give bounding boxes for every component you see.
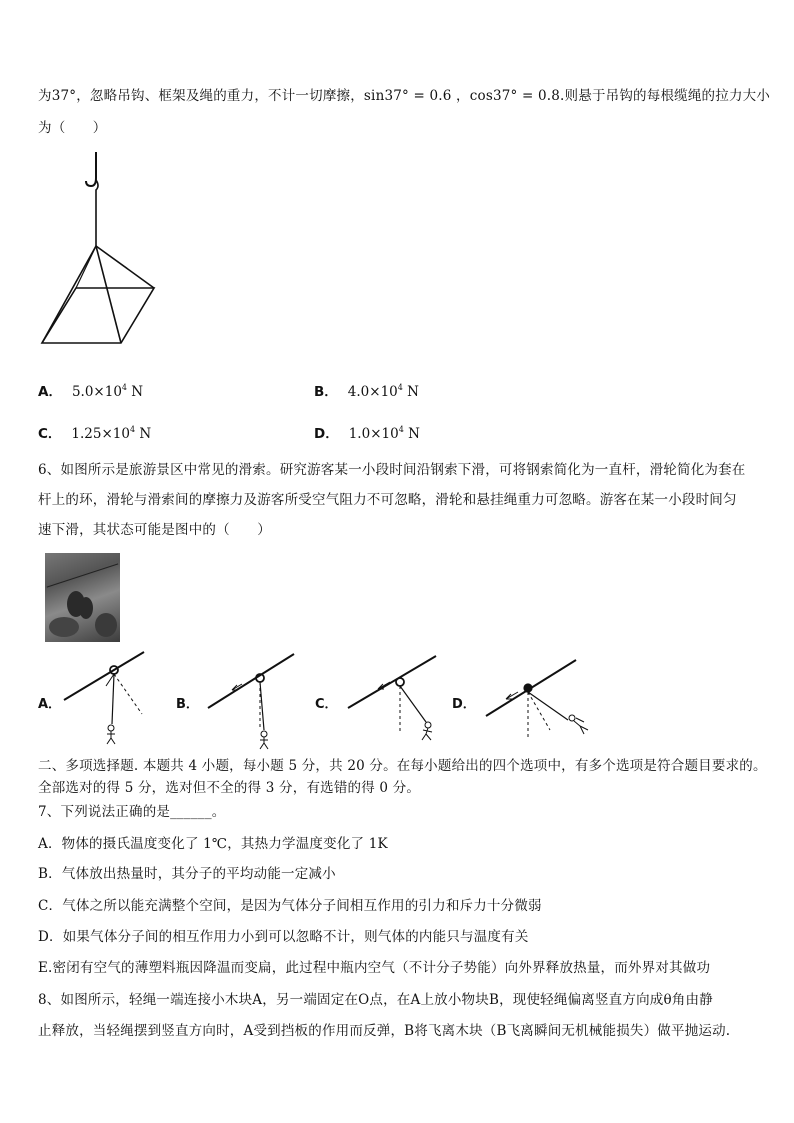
q7-option-d[interactable]: D．如果气体分子间的相互作用力小到可以忽略不计，则气体的内能只与温度有关 [38, 929, 529, 945]
q6-diagram-d[interactable] [484, 652, 594, 742]
q6-diagram-c[interactable] [346, 652, 440, 750]
q5-stem-line1: 为37°，忽略吊钩、框架及绳的重力，不计一切摩擦，sin37° = 0.6 ，cos37° = 0.8.则悬于吊钩的每根缆绳的拉力大小 [38, 88, 771, 104]
q6-option-b-label[interactable]: B． [176, 697, 199, 712]
q6-option-a-label[interactable]: A． [38, 697, 62, 712]
q5-stem-line2: 为（ ） [38, 120, 107, 136]
hanging-frame-figure [36, 148, 162, 348]
section2-heading-line1: 二、多项选择题. 本题共 4 小题，每小题 5 分，共 20 分。在每小题给出的四个选项中，有多个选项是符合题目要求的。 [38, 758, 767, 774]
q7-stem: 7、下列说法正确的是______。 [38, 804, 226, 820]
q6-stem-line2: 杆上的环，滑轮与滑索间的摩擦力及游客所受空气阻力不可忽略，滑轮和悬挂绳重力可忽略。游客在某一小段时间匀 [38, 492, 737, 508]
q5-option-b[interactable]: B． $4.0\times 10^4$ N [314, 383, 419, 400]
q6-diagram-b[interactable] [206, 650, 298, 750]
q8-stem-line2: 止释放，当轻绳摆到竖直方向时，A受到挡板的作用而反弹，B将飞离木块（B飞离瞬间无机械能损失）做平抛运动. [38, 1023, 731, 1039]
q8-stem-line1: 8、如图所示，轻绳一端连接小木块A，另一端固定在O点，在A上放小物块B，现使轻绳偏离竖直方向成θ角由静 [38, 992, 713, 1008]
q6-option-c-label[interactable]: C． [315, 697, 338, 712]
q7-option-a[interactable]: A．物体的摄氏温度变化了 1℃，其热力学温度变化了 1K [38, 836, 388, 852]
q6-stem-line3: 速下滑，其状态可能是图中的（ ） [38, 522, 271, 538]
q5-option-a[interactable]: A． $5.0\times 10^4$ N [38, 383, 144, 400]
q7-option-c[interactable]: C．气体之所以能充满整个空间，是因为气体分子间相互作用的引力和斥力十分微弱 [38, 898, 542, 914]
section2-heading-line2: 全部选对的得 5 分，选对但不全的得 3 分，有选错的得 0 分。 [38, 780, 421, 796]
q6-stem-line1: 6、如图所示是旅游景区中常见的滑索。研究游客某一小段时间沿钢索下滑，可将钢索简化为一直杆，滑轮简化为套在 [38, 462, 746, 478]
zipline-photo [45, 553, 120, 642]
q6-diagram-a[interactable] [62, 648, 152, 748]
q5-option-d[interactable]: D． $1.0\times 10^4$ N [314, 425, 420, 442]
q7-option-b[interactable]: B．气体放出热量时，其分子的平均动能一定减小 [38, 866, 336, 882]
q5-option-c[interactable]: C． $1.25\times 10^4$ N [38, 425, 152, 442]
q7-option-e[interactable]: E.密闭有空气的薄塑料瓶因降温而变扁，此过程中瓶内空气（不计分子势能）向外界释放热量，而外界对其做功 [38, 960, 711, 976]
q6-option-d-label[interactable]: D． [452, 697, 476, 712]
